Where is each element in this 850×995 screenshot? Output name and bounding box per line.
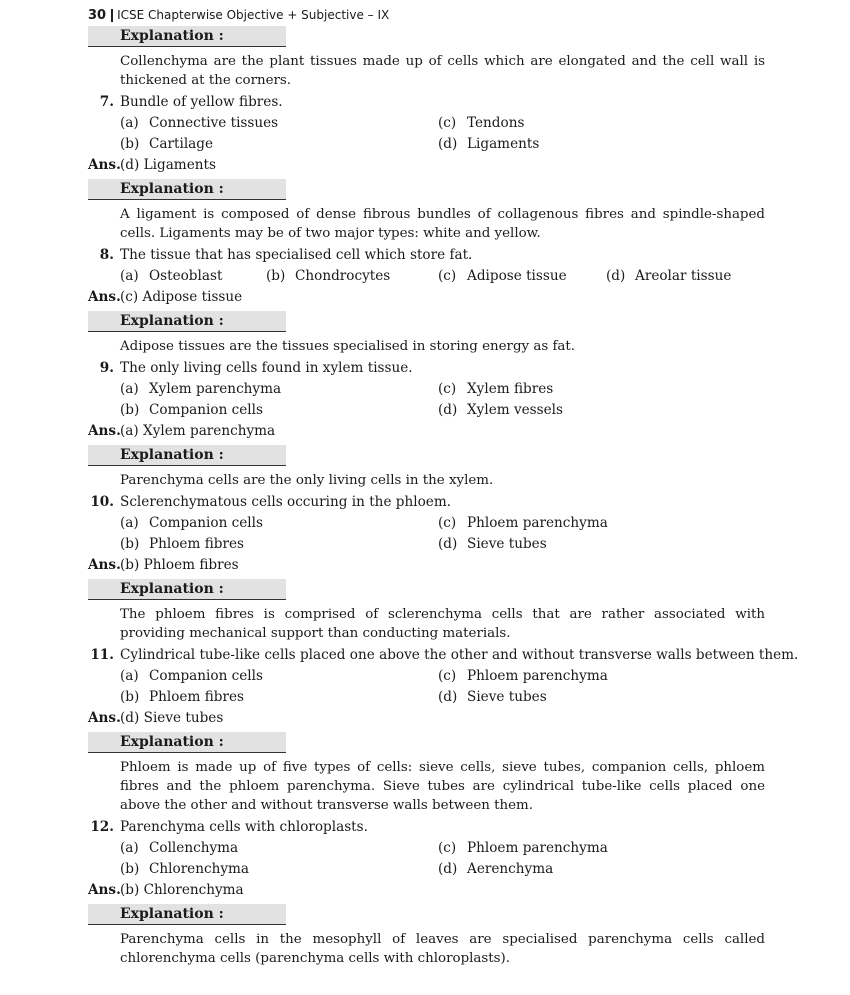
option-a: (a) Collenchyma	[120, 840, 239, 856]
question-11	[0, 646, 850, 666]
option-a: (a) Companion cells	[120, 668, 263, 684]
explanation-heading: Explanation :	[88, 26, 286, 47]
option-a: (a) Connective tissues	[120, 115, 279, 131]
option-b: (b) Phloem fibres	[120, 536, 244, 552]
answer-row	[0, 880, 850, 901]
option-c: (c) Adipose tissue	[438, 268, 567, 284]
explanation-heading: Explanation :	[88, 579, 286, 600]
question-number: 12.	[90, 819, 114, 835]
answer-label: Ans.	[88, 557, 121, 573]
option-d: (d) Xylem vessels	[438, 402, 564, 418]
option-a: (a) Xylem parenchyma	[120, 381, 282, 397]
explanation-text: Collenchyma are the plant tissues made up of cells which are elongated and the cell wall is thickened at the corners.	[120, 54, 765, 88]
question-text: Cylindrical tube-like cells placed one above the other and without transverse walls between them.	[120, 647, 799, 663]
option-b: (b) Phloem fibres	[120, 689, 244, 705]
answer-row	[0, 155, 850, 176]
explanation-heading: Explanation :	[88, 179, 286, 200]
explanation-text: Adipose tissues are the tissues specialised in storing energy as fat.	[120, 339, 576, 354]
question-number: 11.	[90, 647, 114, 663]
question-text: The tissue that has specialised cell which store fat.	[120, 247, 473, 263]
option-c: (c) Phloem parenchyma	[438, 840, 608, 856]
question-number: 9.	[99, 360, 114, 376]
page-header	[88, 6, 389, 24]
option-b: (b) Cartilage	[120, 136, 214, 152]
option-c: (c) Xylem fibres	[438, 381, 554, 397]
question-number: 10.	[90, 494, 114, 510]
question-9	[0, 359, 850, 379]
question-number: 7.	[99, 94, 114, 110]
explanation-text: Parenchyma cells in the mesophyll of leaves are specialised parenchyma cells called chlorenchyma cells (parenchyma cells with chloroplasts).	[120, 932, 765, 966]
answer-label: Ans.	[88, 423, 121, 439]
header-divider	[111, 9, 113, 22]
option-row	[0, 400, 850, 421]
option-d: (d) Ligaments	[438, 136, 540, 152]
explanation-text: A ligament is composed of dense fibrous bundles of collagenous fibres and spindle-shaped cells. Ligaments may be of two major types: white and yellow.	[120, 207, 765, 241]
explanation-text: The phloem fibres is comprised of sclerenchyma cells that are rather associated with providing mechanical support than conducting materials.	[120, 607, 765, 641]
answer-text: (a) Xylem parenchyma	[120, 423, 276, 439]
answer-text: (d) Sieve tubes	[120, 710, 224, 726]
option-row	[0, 666, 850, 687]
option-row	[0, 134, 850, 155]
page-number: 30	[88, 7, 107, 23]
explanation-heading: Explanation :	[88, 311, 286, 332]
answer-label: Ans.	[88, 882, 121, 898]
option-c: (c) Tendons	[438, 115, 525, 131]
answer-row	[0, 555, 850, 576]
option-c: (c) Phloem parenchyma	[438, 668, 608, 684]
option-c: (c) Phloem parenchyma	[438, 515, 608, 531]
question-8	[0, 246, 850, 266]
option-d: (d) Aerenchyma	[438, 861, 554, 877]
option-row	[0, 113, 850, 134]
question-text: Sclerenchymatous cells occuring in the phloem.	[120, 494, 452, 510]
question-text: The only living cells found in xylem tissue.	[120, 360, 413, 376]
answer-label: Ans.	[88, 710, 121, 726]
option-d: (d) Areolar tissue	[606, 268, 732, 284]
question-text: Parenchyma cells with chloroplasts.	[120, 819, 368, 835]
option-b: (b) Companion cells	[120, 402, 263, 418]
option-row	[0, 838, 850, 859]
explanation-heading: Explanation :	[88, 904, 286, 925]
question-10	[0, 493, 850, 513]
answer-text: (b) Chlorenchyma	[120, 882, 244, 898]
answer-label: Ans.	[88, 157, 121, 173]
question-text: Bundle of yellow fibres.	[120, 94, 283, 110]
explanation-heading: Explanation :	[88, 445, 286, 466]
question-number: 8.	[99, 247, 114, 263]
page-content	[0, 26, 850, 968]
option-d: (d) Sieve tubes	[438, 689, 547, 705]
option-a: (a) Companion cells	[120, 515, 263, 531]
explanation-text: Phloem is made up of five types of cells: sieve cells, sieve tubes, companion cells, phloem fibres and the phloem parenchyma. Sieve tubes are cylindrical tube-like cells placed one above the other and without transverse walls between them.	[120, 760, 765, 813]
option-a: (a) Osteoblast	[120, 268, 223, 284]
option-row	[0, 266, 850, 287]
option-row	[0, 687, 850, 708]
explanation-heading: Explanation :	[88, 732, 286, 753]
option-row	[0, 379, 850, 400]
explanation-text: Parenchyma cells are the only living cells in the xylem.	[120, 473, 494, 488]
option-b: (b) Chlorenchyma	[120, 861, 250, 877]
answer-label: Ans.	[88, 289, 121, 305]
option-row	[0, 859, 850, 880]
option-d: (d) Sieve tubes	[438, 536, 547, 552]
question-7	[0, 93, 850, 113]
answer-text: (d) Ligaments	[120, 157, 216, 173]
option-b: (b) Chondrocytes	[266, 268, 391, 284]
option-row	[0, 513, 850, 534]
answer-row	[0, 287, 850, 308]
answer-row	[0, 708, 850, 729]
answer-text: (b) Phloem fibres	[120, 557, 239, 573]
book-title: ICSE Chapterwise Objective + Subjective – IX	[117, 8, 390, 22]
option-row	[0, 534, 850, 555]
question-12	[0, 818, 850, 838]
answer-text: (c) Adipose tissue	[120, 289, 243, 305]
answer-row	[0, 421, 850, 442]
